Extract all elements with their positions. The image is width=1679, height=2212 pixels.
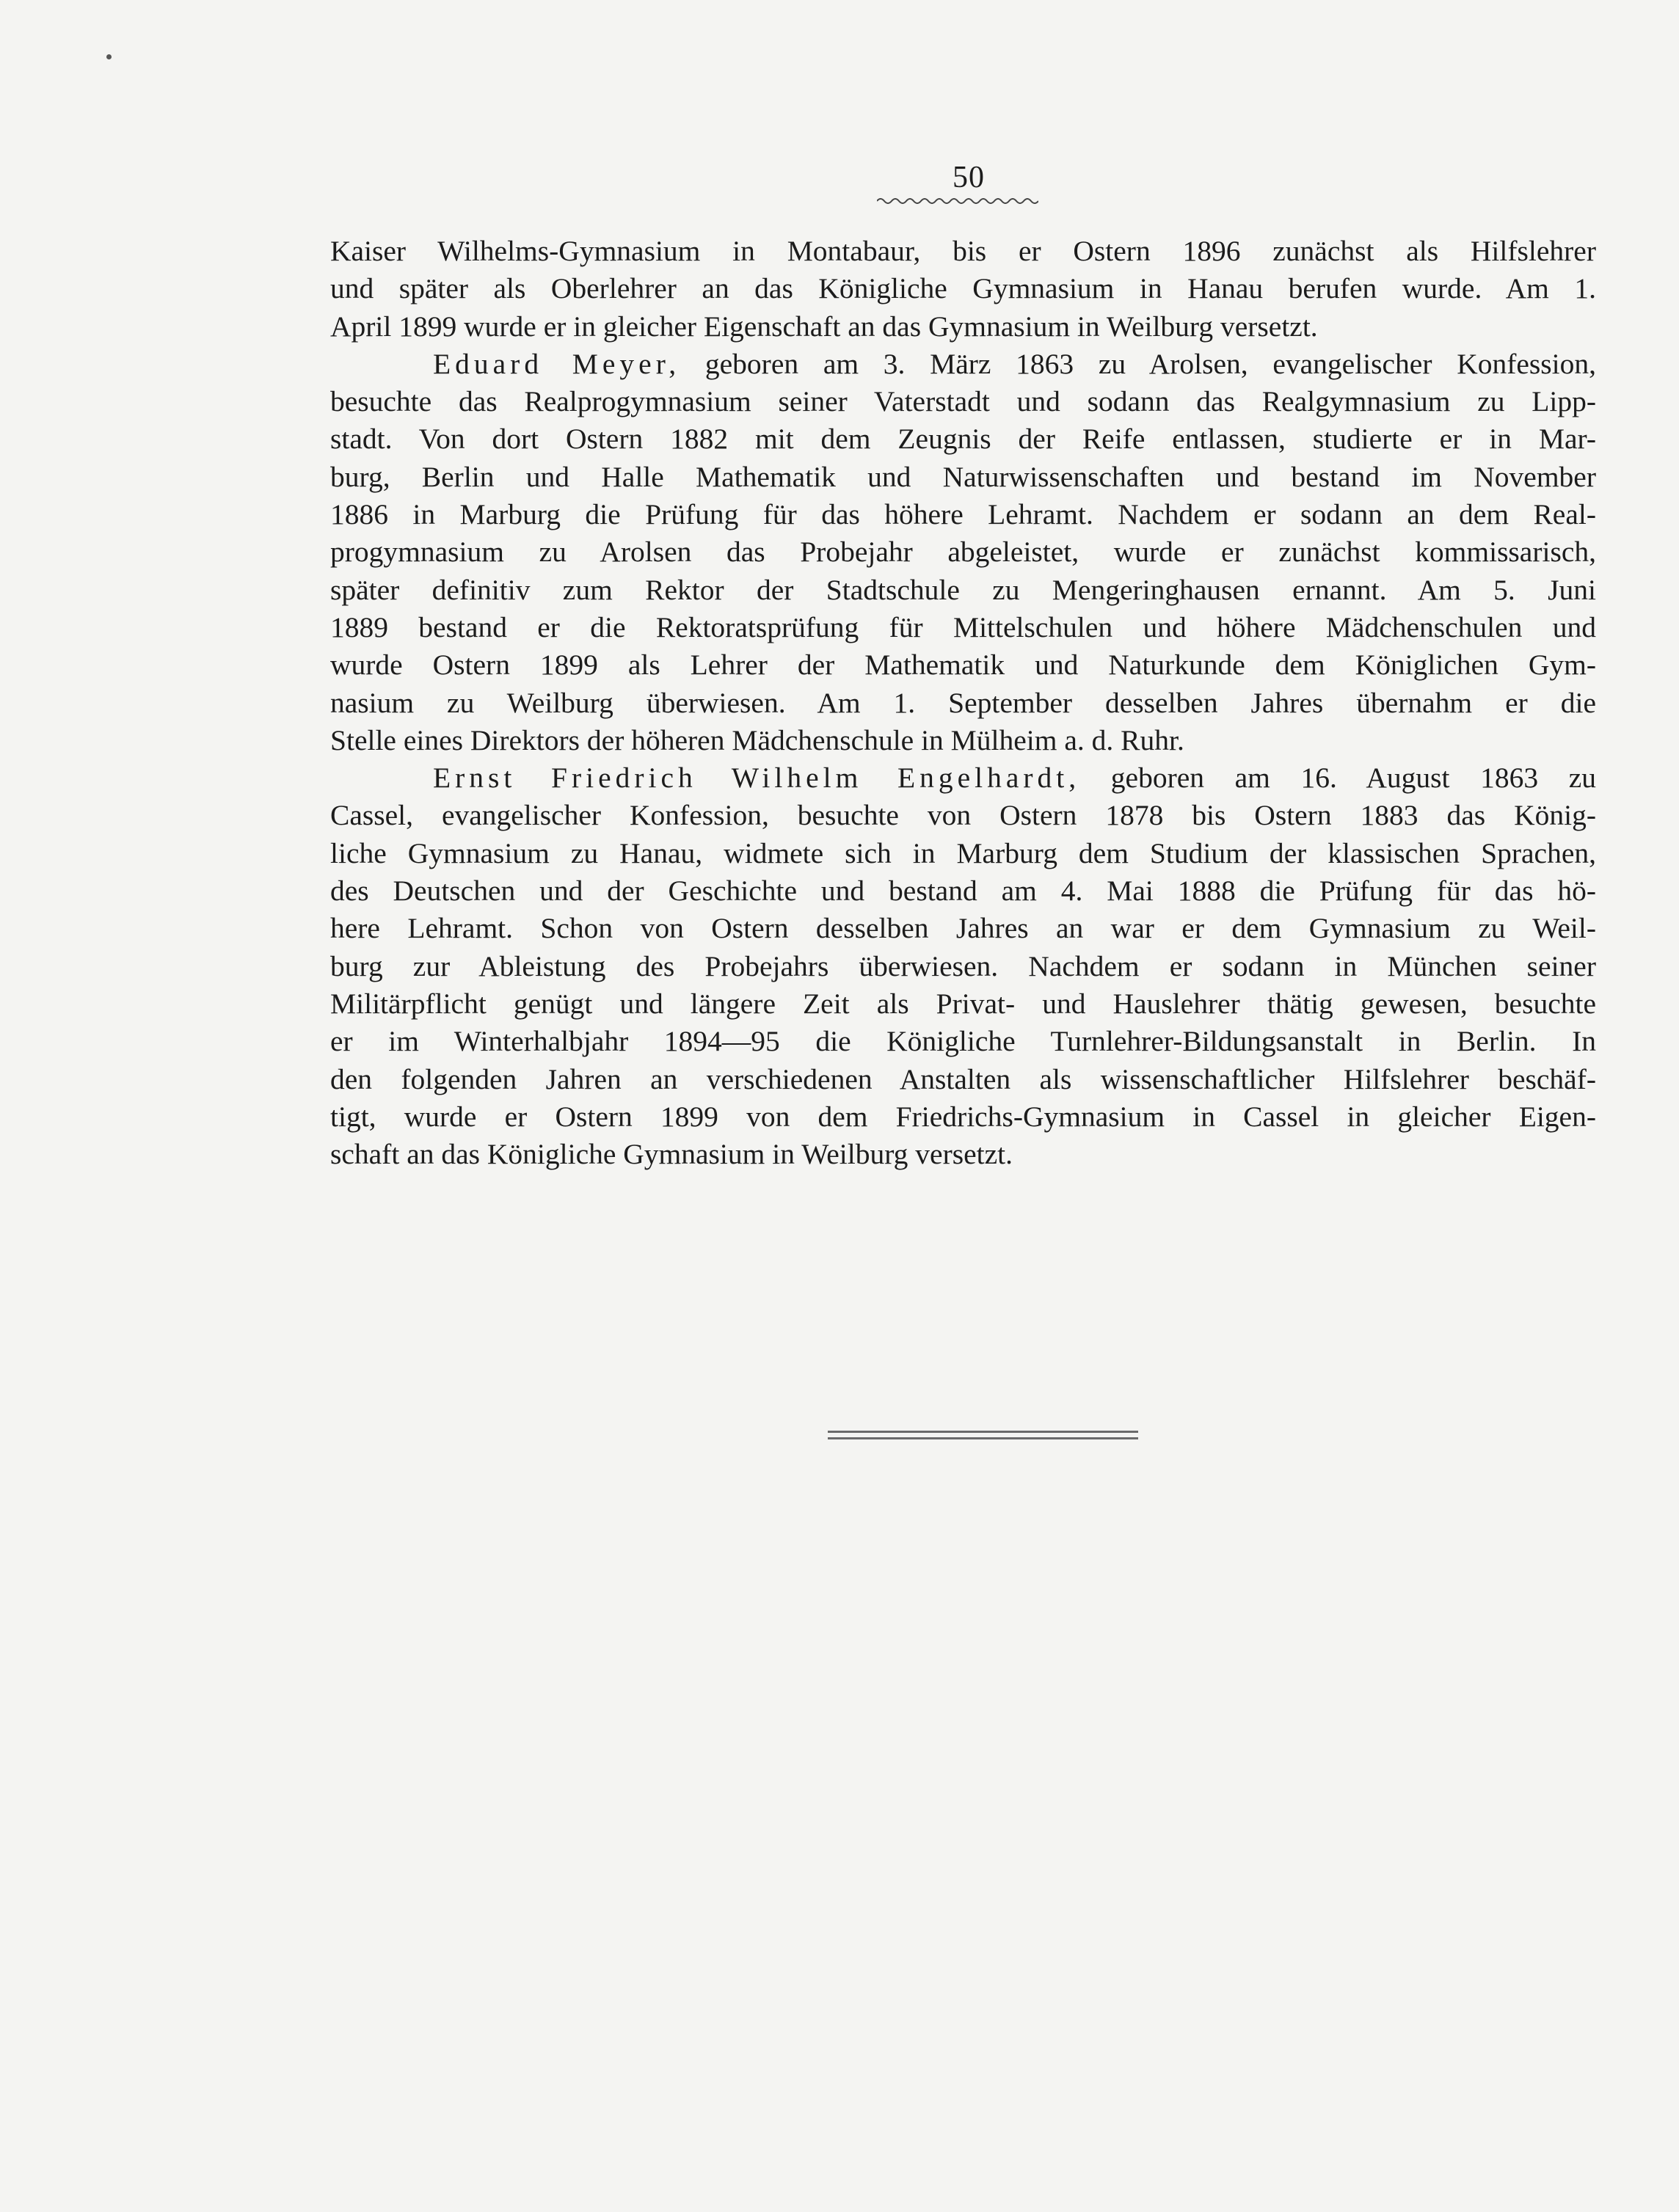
paragraph-eduard-meyer [330, 346, 1596, 759]
text-line [330, 346, 1596, 383]
text-line: liche Gymnasium zu Hanau, widmete sich in Marburg dem Studium der klassischen Sprachen, [330, 836, 1596, 869]
text-line-rest: geboren am 3. März 1863 zu Arolsen, evangelischer Konfession, [704, 347, 1597, 380]
text-line: Stelle eines Direktors der höheren Mädchenschule in Mülheim a. d. Ruhr. [330, 723, 1184, 756]
text-line: er im Winterhalbjahr 1894—95 die Königliche Turnlehrer-Bildungsanstalt in Berlin. In [330, 1025, 1596, 1058]
scan-speck [106, 54, 112, 59]
page-number: 50 [953, 161, 985, 194]
text-line: Kaiser Wilhelms-Gymnasium in Montabaur, bis er Ostern 1896 zunächst als Hilfslehrer [330, 235, 1596, 267]
text-line: stadt. Von dort Ostern 1882 mit dem Zeugnis der Reife entlassen, studierte er in Mar- [330, 423, 1596, 456]
text-line: schaft an das Königliche Gymnasium in Weilburg versetzt. [330, 1138, 1013, 1171]
person-name: Eduard Meyer, [433, 347, 681, 380]
text-line: 1886 in Marburg die Prüfung für das höhere Lehramt. Nachdem er sodann an dem Real- [330, 498, 1596, 531]
text-line: und später als Oberlehrer an das Königliche Gymnasium in Hanau berufen wurde. Am 1. [330, 272, 1596, 305]
text-line: später definitiv zum Rektor der Stadtschule zu Mengeringhausen ernannt. Am 5. Juni [330, 573, 1596, 606]
text-line: here Lehramt. Schon von Ostern desselben Jahres an war er dem Gymnasium zu Weil- [330, 912, 1596, 945]
body-text [330, 233, 1596, 1173]
text-line [330, 759, 1596, 797]
page-number-ornament [877, 195, 1038, 207]
text-line-rest: geboren am 16. August 1863 zu [1110, 762, 1596, 795]
text-line: tigt, wurde er Ostern 1899 von dem Friedrichs-Gymnasium in Cassel in gleicher Eigen- [330, 1100, 1596, 1133]
person-name: Ernst Friedrich Wilhelm Engelhardt, [433, 762, 1081, 795]
paragraph-engelhardt [330, 759, 1596, 1173]
section-divider-rule [828, 1437, 1138, 1439]
text-line: wurde Ostern 1899 als Lehrer der Mathematik und Naturkunde dem Königlichen Gym- [330, 649, 1596, 682]
text-line: April 1899 wurde er in gleicher Eigenschaft an das Gymnasium in Weilburg versetzt. [330, 310, 1318, 343]
text-line: den folgenden Jahren an verschiedenen Anstalten als wissenschaftlicher Hilfslehrer beschäf- [330, 1062, 1596, 1095]
text-line: des Deutschen und der Geschichte und bestand am 4. Mai 1888 die Prüfung für das hö- [330, 875, 1596, 908]
section-divider-rule [828, 1431, 1138, 1433]
text-line: 1889 bestand er die Rektoratsprüfung für Mittelschulen und höhere Mädchenschulen und [330, 610, 1596, 643]
text-line: burg zur Ableistung des Probejahrs überwiesen. Nachdem er sodann in München seiner [330, 949, 1596, 982]
text-line: Militärpflicht genügt und längere Zeit als Privat- und Hauslehrer thätig gewesen, besuchte [330, 987, 1596, 1020]
text-line: Cassel, evangelischer Konfession, besuchte von Ostern 1878 bis Ostern 1883 das König- [330, 799, 1596, 832]
paragraph-continuation [330, 233, 1596, 346]
text-line: nasium zu Weilburg überwiesen. Am 1. September desselben Jahres übernahm er die [330, 686, 1596, 719]
text-line: progymnasium zu Arolsen das Probejahr abgeleistet, wurde er zunächst kommissarisch, [330, 536, 1596, 569]
text-line: besuchte das Realprogymnasium seiner Vaterstadt und sodann das Realgymnasium zu Lipp- [330, 385, 1596, 418]
text-line: burg, Berlin und Halle Mathematik und Naturwissenschaften und bestand im November [330, 460, 1596, 493]
